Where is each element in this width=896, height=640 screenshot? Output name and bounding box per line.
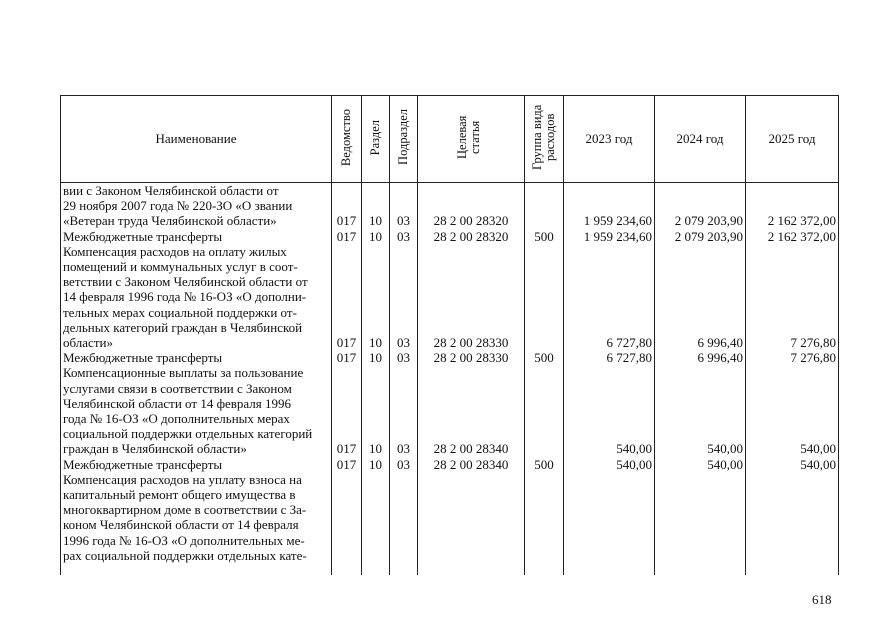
- table-row: [61, 533, 839, 548]
- cell-2025: [746, 381, 839, 396]
- cell-vid-raskhodov: 500: [525, 350, 564, 365]
- cell-vedomstvo: [332, 487, 362, 502]
- cell-podrazdel: [390, 396, 418, 411]
- cell-2024: [655, 548, 746, 563]
- cell-vedomstvo: [332, 289, 362, 304]
- cell-vedomstvo: 017: [332, 213, 362, 228]
- table-row: [61, 426, 839, 441]
- cell-name: ветствии с Законом Челябинской области от: [61, 274, 332, 289]
- cell-2023: [564, 305, 655, 320]
- cell-razdel: [362, 305, 390, 320]
- cell-2025: [746, 548, 839, 563]
- cell-2024: [655, 289, 746, 304]
- cell-razdel: 10: [362, 350, 390, 365]
- cell-podrazdel: 03: [390, 350, 418, 365]
- cell-2025: 2 162 372,00: [746, 213, 839, 228]
- cell-vedomstvo: 017: [332, 229, 362, 244]
- cell-empty: [746, 563, 839, 575]
- cell-vid-raskhodov: [525, 441, 564, 456]
- cell-empty: [390, 563, 418, 575]
- cell-vedomstvo: [332, 426, 362, 441]
- cell-podrazdel: [390, 472, 418, 487]
- cell-tselevaya-statya: 28 2 00 28320: [418, 229, 525, 244]
- cell-vedomstvo: [332, 533, 362, 548]
- cell-vedomstvo: [332, 517, 362, 532]
- cell-2023: [564, 289, 655, 304]
- cell-vid-raskhodov: [525, 305, 564, 320]
- cell-vid-raskhodov: 500: [525, 229, 564, 244]
- cell-razdel: [362, 472, 390, 487]
- cell-2023: [564, 502, 655, 517]
- cell-2023: 1 959 234,60: [564, 229, 655, 244]
- cell-empty: [655, 563, 746, 575]
- table-row: [61, 244, 839, 259]
- cell-vid-raskhodov: [525, 548, 564, 563]
- cell-tselevaya-statya: [418, 183, 525, 199]
- cell-vedomstvo: [332, 472, 362, 487]
- cell-vid-raskhodov: [525, 533, 564, 548]
- table-row: [61, 229, 839, 244]
- cell-2025: [746, 259, 839, 274]
- cell-2024: 2 079 203,90: [655, 229, 746, 244]
- cell-tselevaya-statya: [418, 365, 525, 380]
- cell-tselevaya-statya: 28 2 00 28340: [418, 457, 525, 472]
- cell-podrazdel: [390, 198, 418, 213]
- table-header-row: [61, 96, 839, 183]
- cell-2024: 6 996,40: [655, 350, 746, 365]
- cell-podrazdel: 03: [390, 457, 418, 472]
- cell-tselevaya-statya: 28 2 00 28330: [418, 350, 525, 365]
- table-row: [61, 502, 839, 517]
- cell-2025: [746, 305, 839, 320]
- cell-name: социальной поддержки отдельных категорий: [61, 426, 332, 441]
- cell-tselevaya-statya: [418, 274, 525, 289]
- cell-razdel: 10: [362, 213, 390, 228]
- cell-vid-raskhodov: [525, 289, 564, 304]
- cell-name: Компенсационные выплаты за пользование: [61, 365, 332, 380]
- cell-razdel: [362, 198, 390, 213]
- cell-tselevaya-statya: 28 2 00 28330: [418, 335, 525, 350]
- cell-2025: [746, 274, 839, 289]
- cell-podrazdel: [390, 365, 418, 380]
- cell-vid-raskhodov: [525, 472, 564, 487]
- cell-vid-raskhodov: [525, 396, 564, 411]
- header-vedomstvo: Ведомство: [332, 96, 362, 183]
- cell-tselevaya-statya: [418, 320, 525, 335]
- cell-2024: [655, 533, 746, 548]
- cell-podrazdel: [390, 274, 418, 289]
- cell-razdel: [362, 183, 390, 199]
- cell-2024: [655, 320, 746, 335]
- page-number: 618: [812, 592, 832, 607]
- cell-2024: [655, 259, 746, 274]
- cell-2024: [655, 426, 746, 441]
- cell-vedomstvo: [332, 244, 362, 259]
- cell-vedomstvo: 017: [332, 441, 362, 456]
- cell-empty: [564, 563, 655, 575]
- cell-vedomstvo: 017: [332, 350, 362, 365]
- cell-tselevaya-statya: [418, 396, 525, 411]
- cell-2023: [564, 396, 655, 411]
- cell-2025: 540,00: [746, 441, 839, 456]
- cell-2025: [746, 396, 839, 411]
- cell-tselevaya-statya: [418, 289, 525, 304]
- header-gruppa-vida-raskhodov: Группа вида расходов: [525, 96, 564, 183]
- cell-2025: [746, 289, 839, 304]
- cell-2023: [564, 487, 655, 502]
- table-row: [61, 289, 839, 304]
- cell-vedomstvo: [332, 183, 362, 199]
- cell-name: вии с Законом Челябинской области от: [61, 183, 332, 199]
- cell-2024: [655, 381, 746, 396]
- cell-razdel: 10: [362, 441, 390, 456]
- table-row: [61, 274, 839, 289]
- cell-2024: 540,00: [655, 441, 746, 456]
- cell-vid-raskhodov: [525, 244, 564, 259]
- cell-podrazdel: [390, 426, 418, 441]
- cell-podrazdel: [390, 381, 418, 396]
- cell-empty: [362, 563, 390, 575]
- cell-tselevaya-statya: [418, 426, 525, 441]
- cell-name: тельных мерах социальной поддержки от-: [61, 305, 332, 320]
- cell-2024: 2 079 203,90: [655, 213, 746, 228]
- cell-razdel: [362, 274, 390, 289]
- cell-name: многоквартирном доме в соответствии с За-: [61, 502, 332, 517]
- cell-2025: [746, 533, 839, 548]
- cell-vid-raskhodov: [525, 198, 564, 213]
- cell-razdel: [362, 320, 390, 335]
- cell-2023: [564, 259, 655, 274]
- cell-2023: [564, 411, 655, 426]
- cell-tselevaya-statya: [418, 517, 525, 532]
- cell-2024: [655, 502, 746, 517]
- cell-vedomstvo: [332, 305, 362, 320]
- cell-2024: [655, 411, 746, 426]
- cell-podrazdel: [390, 502, 418, 517]
- cell-2024: [655, 305, 746, 320]
- cell-razdel: [362, 244, 390, 259]
- cell-2025: [746, 411, 839, 426]
- cell-podrazdel: [390, 548, 418, 563]
- table-row: [61, 487, 839, 502]
- cell-podrazdel: [390, 517, 418, 532]
- table-row: [61, 198, 839, 213]
- cell-vid-raskhodov: [525, 426, 564, 441]
- cell-2025: 7 276,80: [746, 350, 839, 365]
- cell-podrazdel: [390, 289, 418, 304]
- cell-vedomstvo: 017: [332, 335, 362, 350]
- cell-podrazdel: 03: [390, 335, 418, 350]
- cell-name: граждан в Челябинской области»: [61, 441, 332, 456]
- cell-razdel: 10: [362, 229, 390, 244]
- cell-2023: [564, 381, 655, 396]
- cell-podrazdel: [390, 305, 418, 320]
- cell-vid-raskhodov: [525, 381, 564, 396]
- header-2023: 2023 год: [564, 96, 655, 183]
- table-row-continuation: [61, 563, 839, 575]
- cell-razdel: [362, 381, 390, 396]
- cell-vedomstvo: [332, 411, 362, 426]
- cell-2025: [746, 472, 839, 487]
- cell-empty: [418, 563, 525, 575]
- cell-2025: [746, 244, 839, 259]
- cell-razdel: [362, 502, 390, 517]
- cell-vid-raskhodov: [525, 183, 564, 199]
- cell-name: Компенсация расходов на оплату жилых: [61, 244, 332, 259]
- cell-podrazdel: [390, 411, 418, 426]
- cell-razdel: [362, 426, 390, 441]
- header-podrazdel: Подраздел: [390, 96, 418, 183]
- budget-table: [60, 95, 839, 575]
- cell-2024: 6 996,40: [655, 335, 746, 350]
- cell-podrazdel: [390, 183, 418, 199]
- cell-2024: [655, 198, 746, 213]
- cell-razdel: [362, 411, 390, 426]
- cell-name: 1996 года № 16-ОЗ «О дополнительных ме-: [61, 533, 332, 548]
- cell-vid-raskhodov: [525, 517, 564, 532]
- cell-name: Межбюджетные трансферты: [61, 457, 332, 472]
- table-row: [61, 441, 839, 456]
- cell-empty: [332, 563, 362, 575]
- header-name: Наименование: [61, 96, 332, 183]
- cell-vid-raskhodov: [525, 502, 564, 517]
- table-row: [61, 213, 839, 228]
- table-row: [61, 320, 839, 335]
- cell-2023: [564, 244, 655, 259]
- cell-vid-raskhodov: [525, 259, 564, 274]
- cell-tselevaya-statya: [418, 411, 525, 426]
- cell-vedomstvo: [332, 198, 362, 213]
- cell-tselevaya-statya: 28 2 00 28320: [418, 213, 525, 228]
- cell-vid-raskhodov: [525, 487, 564, 502]
- table-body: [61, 183, 839, 576]
- table-row: [61, 259, 839, 274]
- cell-2025: [746, 517, 839, 532]
- cell-2024: [655, 183, 746, 199]
- cell-name: Челябинской области от 14 февраля 1996: [61, 396, 332, 411]
- header-2025: 2025 год: [746, 96, 839, 183]
- cell-vedomstvo: [332, 274, 362, 289]
- cell-razdel: [362, 487, 390, 502]
- table-row: [61, 396, 839, 411]
- cell-tselevaya-statya: [418, 381, 525, 396]
- table-row: [61, 335, 839, 350]
- table-row: [61, 517, 839, 532]
- cell-podrazdel: [390, 244, 418, 259]
- cell-name: 14 февраля 1996 года № 16-ОЗ «О дополни-: [61, 289, 332, 304]
- cell-podrazdel: [390, 259, 418, 274]
- header-razdel: Раздел: [362, 96, 390, 183]
- cell-razdel: [362, 365, 390, 380]
- cell-name: коном Челябинской области от 14 февраля: [61, 517, 332, 532]
- cell-name: «Ветеран труда Челябинской области»: [61, 213, 332, 228]
- cell-2023: [564, 517, 655, 532]
- cell-vid-raskhodov: [525, 320, 564, 335]
- cell-vid-raskhodov: 500: [525, 457, 564, 472]
- cell-2023: 540,00: [564, 441, 655, 456]
- cell-2025: [746, 502, 839, 517]
- header-2024: 2024 год: [655, 96, 746, 183]
- cell-2025: 2 162 372,00: [746, 229, 839, 244]
- cell-2023: [564, 472, 655, 487]
- cell-podrazdel: 03: [390, 441, 418, 456]
- cell-podrazdel: [390, 320, 418, 335]
- cell-vid-raskhodov: [525, 411, 564, 426]
- cell-tselevaya-statya: [418, 548, 525, 563]
- cell-vid-raskhodov: [525, 274, 564, 289]
- cell-tselevaya-statya: [418, 305, 525, 320]
- table-row: [61, 548, 839, 563]
- cell-vedomstvo: [332, 365, 362, 380]
- cell-razdel: [362, 548, 390, 563]
- cell-2024: [655, 517, 746, 532]
- cell-2025: [746, 487, 839, 502]
- cell-name: рах социальной поддержки отдельных кате-: [61, 548, 332, 563]
- cell-razdel: 10: [362, 335, 390, 350]
- cell-tselevaya-statya: [418, 472, 525, 487]
- cell-vid-raskhodov: [525, 365, 564, 380]
- cell-2023: [564, 198, 655, 213]
- cell-2025: [746, 426, 839, 441]
- cell-vedomstvo: [332, 396, 362, 411]
- cell-2024: [655, 244, 746, 259]
- cell-empty: [525, 563, 564, 575]
- cell-name: Межбюджетные трансферты: [61, 229, 332, 244]
- cell-vedomstvo: 017: [332, 457, 362, 472]
- cell-podrazdel: 03: [390, 229, 418, 244]
- cell-2023: 1 959 234,60: [564, 213, 655, 228]
- cell-2024: [655, 365, 746, 380]
- cell-2025: 7 276,80: [746, 335, 839, 350]
- cell-tselevaya-statya: [418, 487, 525, 502]
- cell-2024: [655, 396, 746, 411]
- cell-tselevaya-statya: [418, 259, 525, 274]
- cell-podrazdel: [390, 487, 418, 502]
- cell-razdel: [362, 259, 390, 274]
- cell-vedomstvo: [332, 320, 362, 335]
- cell-2024: [655, 274, 746, 289]
- cell-razdel: [362, 396, 390, 411]
- cell-vedomstvo: [332, 502, 362, 517]
- cell-2023: [564, 274, 655, 289]
- cell-2023: [564, 426, 655, 441]
- cell-2025: [746, 320, 839, 335]
- cell-vedomstvo: [332, 381, 362, 396]
- cell-tselevaya-statya: [418, 198, 525, 213]
- cell-vid-raskhodov: [525, 335, 564, 350]
- cell-razdel: [362, 289, 390, 304]
- cell-2024: 540,00: [655, 457, 746, 472]
- table-row: [61, 381, 839, 396]
- cell-vedomstvo: [332, 259, 362, 274]
- cell-name: 29 ноября 2007 года № 220-ЗО «О звании: [61, 198, 332, 213]
- cell-razdel: [362, 533, 390, 548]
- cell-name: капитальный ремонт общего имущества в: [61, 487, 332, 502]
- cell-2024: [655, 472, 746, 487]
- cell-2025: [746, 198, 839, 213]
- table-row: [61, 365, 839, 380]
- cell-2023: 6 727,80: [564, 350, 655, 365]
- header-tselevaya-statya: Целевая статья: [418, 96, 525, 183]
- table-row: [61, 457, 839, 472]
- table-row: [61, 305, 839, 320]
- cell-name: области»: [61, 335, 332, 350]
- table-row: [61, 183, 839, 199]
- cell-2023: [564, 320, 655, 335]
- cell-2023: [564, 365, 655, 380]
- cell-name: услугами связи в соответствии с Законом: [61, 381, 332, 396]
- cell-name: года № 16-ОЗ «О дополнительных мерах: [61, 411, 332, 426]
- cell-vid-raskhodov: [525, 213, 564, 228]
- cell-2023: 6 727,80: [564, 335, 655, 350]
- table-row: [61, 411, 839, 426]
- cell-podrazdel: [390, 533, 418, 548]
- cell-2025: 540,00: [746, 457, 839, 472]
- cell-tselevaya-statya: [418, 244, 525, 259]
- cell-razdel: [362, 517, 390, 532]
- cell-2023: 540,00: [564, 457, 655, 472]
- cell-name: Межбюджетные трансферты: [61, 350, 332, 365]
- cell-2024: [655, 487, 746, 502]
- cell-name: дельных категорий граждан в Челябинской: [61, 320, 332, 335]
- cell-2023: [564, 548, 655, 563]
- cell-name: помещений и коммунальных услуг в соот-: [61, 259, 332, 274]
- cell-2023: [564, 533, 655, 548]
- cell-2025: [746, 365, 839, 380]
- table-row: [61, 472, 839, 487]
- cell-tselevaya-statya: [418, 502, 525, 517]
- cell-2025: [746, 183, 839, 199]
- cell-2023: [564, 183, 655, 199]
- cell-tselevaya-statya: [418, 533, 525, 548]
- cell-razdel: 10: [362, 457, 390, 472]
- cell-empty: [61, 563, 332, 575]
- cell-vedomstvo: [332, 548, 362, 563]
- cell-name: Компенсация расходов на уплату взноса на: [61, 472, 332, 487]
- cell-podrazdel: 03: [390, 213, 418, 228]
- cell-tselevaya-statya: 28 2 00 28340: [418, 441, 525, 456]
- table-row: [61, 350, 839, 365]
